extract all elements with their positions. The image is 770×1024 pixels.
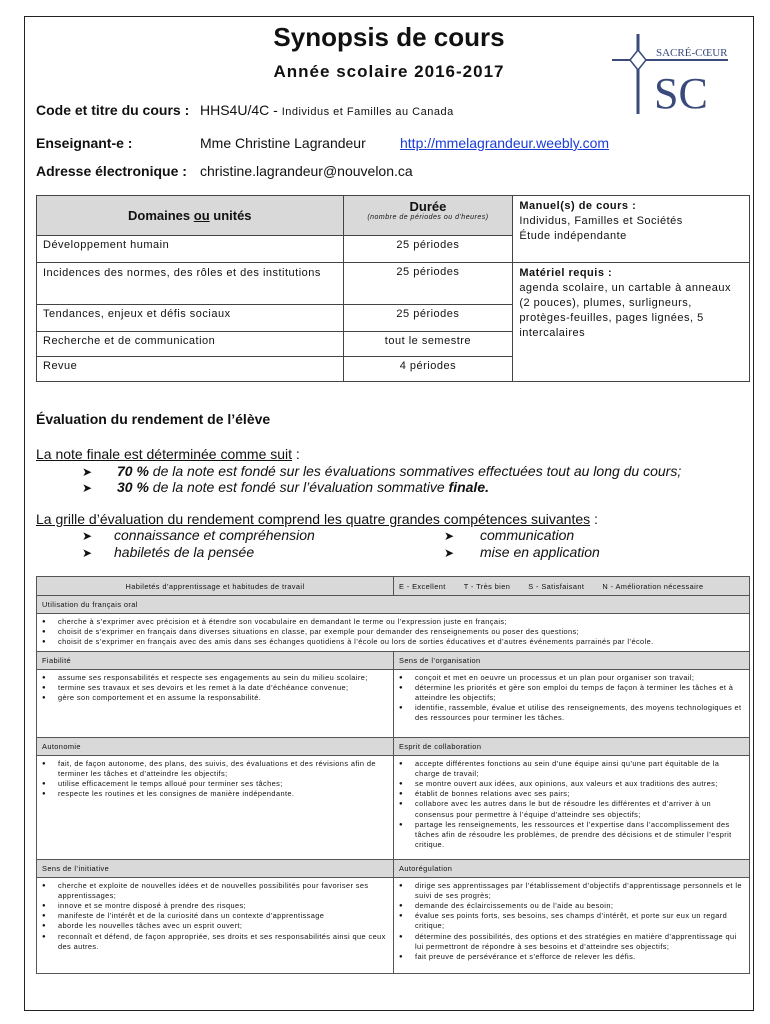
learning-skills-table: [36, 576, 750, 974]
duration-header: Durée (nombre de périodes ou d'heures): [343, 196, 513, 236]
list-item: ● collabore avec les autres dans le but de résoudre les différentes et d’arriver à un consensus pour permettre à l’équipe d’atteindre ses objectifs;: [399, 799, 744, 819]
grid-intro: La grille d’évaluation du rendement comprend les quatre grandes compétences suivantes :: [36, 511, 598, 527]
arrow-icon: ➤: [444, 529, 455, 543]
final-grade-intro: La note finale est déterminée comme suit :: [36, 446, 300, 462]
list-item: ● évalue ses points forts, ses besoins, ses champs d’intérêt, et porte sur eux un regard critique;: [399, 911, 744, 931]
manuals-cell: [513, 196, 750, 263]
final-item-1: 70 % de la note est fondé sur les évaluations sommatives effectuées tout au long du cours;: [117, 463, 682, 479]
final-item-2: 30 % de la note est fondé sur l’évaluation sommative finale.: [117, 479, 490, 495]
french-title: Utilisation du français oral: [37, 596, 750, 614]
unit-domain: Incidences des normes, des rôles et des institutions: [37, 263, 344, 305]
list-item: ● établit de bonnes relations avec ses pairs;: [399, 789, 744, 799]
list-item: ● fait preuve de persévérance et s’efforce de relever les défis.: [399, 952, 744, 962]
list-item: ● se montre ouvert aux idées, aux opinions, aux valeurs et aux traditions des autres;: [399, 779, 744, 789]
manuals-label: Manuel(s) de cours :: [519, 200, 637, 212]
skill-item: mise en application: [480, 544, 600, 560]
school-year: Année scolaire 2016-2017: [273, 62, 505, 81]
collaboration-cell: [394, 755, 750, 859]
unit-duration: 25 périodes: [343, 305, 513, 332]
arrow-icon: ➤: [82, 481, 93, 495]
list-item: ● aborde les nouvelles tâches avec un esprit ouvert;: [42, 921, 388, 931]
teacher-label: Enseignant-e :: [36, 135, 133, 151]
arrow-icon: ➤: [82, 546, 93, 560]
list-item: ● choisit de s’exprimer en français avec des amis dans ses échanges quotidiens à l’école ou lors de sorties éducatives et d’autres événements parrainés par l’école.: [42, 637, 744, 647]
unit-domain: Tendances, enjeux et défis sociaux: [37, 305, 344, 332]
unit-duration: 25 périodes: [343, 236, 513, 263]
list-item: ● partage les renseignements, les ressources et l’expertise dans l’accomplissement des tâches afin de résoudre les problèmes, de prendre des décisions et de stimuler l’esprit critique.: [399, 820, 744, 851]
initiative-title: Sens de l’initiative: [37, 859, 394, 877]
list-item: ● assume ses responsabilités et respecte ses engagements au sein du milieu scolaire;: [42, 673, 388, 683]
teacher-name: Mme Christine Lagrandeur: [200, 135, 366, 151]
list-item: ● dirige ses apprentissages par l’établissement d’objectifs d’apprentissage personnels et le suivi de ses progrès;: [399, 881, 744, 901]
initiative-cell: [37, 877, 394, 973]
list-item: ● utilise efficacement le temps alloué pour terminer ses tâches;: [42, 779, 388, 789]
list-item: ● choisit de s’exprimer en français dans diverses situations en classe, par exemple pour demander des renseignements ou poser des questions;: [42, 627, 744, 637]
unit-domain: Recherche et de communication: [37, 332, 344, 357]
skill-item: habiletés de la pensée: [114, 544, 255, 560]
unit-domain: Revue: [37, 357, 344, 382]
logo-text: SACRÉ-CŒUR: [656, 47, 728, 59]
course-code-label: Code et titre du cours :: [36, 102, 190, 118]
autoregulation-title: Autorégulation: [394, 859, 750, 877]
list-item: ● termine ses travaux et ses devoirs et les remet à la date d’échéance convenue;: [42, 683, 388, 693]
materials-cell: [513, 263, 750, 382]
grid-legend: E - Excellent T - Très bien S - Satisfaisant N - Amélioration nécessaire: [394, 577, 750, 596]
logo-monogram: SC: [654, 69, 708, 118]
manual-item: Individus, Familles et Sociétés: [519, 215, 683, 227]
list-item: ● reconnaît et défend, de façon appropriée, ses droits et ses responsabilités ainsi que ceux des autres.: [42, 932, 388, 952]
list-item: ● respecte les routines et les consignes de manière indépendante.: [42, 789, 388, 799]
page-title: Synopsis de cours: [273, 22, 505, 52]
domains-header: Domaines ou unités: [37, 196, 344, 236]
fiabilite-title: Fiabilité: [37, 651, 394, 669]
organisation-cell: [394, 669, 750, 737]
list-item: ● manifeste de l’intérêt et de la curiosité dans un contexte d’apprentissage: [42, 911, 388, 921]
list-item: ● innove et se montre disposé à prendre des risques;: [42, 901, 388, 911]
autoregulation-cell: [394, 877, 750, 973]
unit-domain: Développement humain: [37, 236, 344, 263]
autonomie-title: Autonomie: [37, 737, 394, 755]
arrow-icon: ➤: [444, 546, 455, 560]
evaluation-title: Évaluation du rendement de l’élève: [36, 411, 271, 427]
french-cell: [37, 614, 750, 652]
fiabilite-cell: [37, 669, 394, 737]
grid-header-left: Habiletés d’apprentissage et habitudes de travail: [37, 577, 394, 596]
list-item: ● conçoit et met en oeuvre un processus et un plan pour organiser son travail;: [399, 673, 744, 683]
materials-label: Matériel requis :: [519, 267, 613, 279]
list-item: ● fait, de façon autonome, des plans, des suivis, des évaluations et des révisions afin de terminer les tâches et d’atteindre les objectifs;: [42, 759, 388, 779]
organisation-title: Sens de l’organisation: [394, 651, 750, 669]
email-label: Adresse électronique :: [36, 163, 187, 179]
unit-duration: 25 périodes: [343, 263, 513, 305]
website-link[interactable]: http://mmelagrandeur.weebly.com: [400, 135, 610, 151]
email-value[interactable]: christine.lagrandeur@nouvelon.ca: [200, 163, 413, 179]
course-code-value: [200, 102, 454, 118]
course-title: Individus et Familles au Canada: [281, 106, 454, 118]
autonomie-cell: [37, 755, 394, 859]
course-code: HHS4U/4C -: [200, 102, 282, 118]
arrow-icon: ➤: [82, 465, 93, 479]
skill-item: communication: [480, 527, 575, 543]
materials-text: agenda scolaire, un cartable à anneaux (2 pouces), plumes, surligneurs, protèges-feuilles, pages lignées, 5 intercalaires: [519, 282, 731, 339]
units-table: [36, 195, 750, 382]
list-item: ● accepte différentes fonctions au sein d’une équipe ainsi qu’une part équitable de la charge de travail;: [399, 759, 744, 779]
list-item: ● demande des éclaircissements ou de l’aide au besoin;: [399, 901, 744, 911]
list-item: ● détermine des possibilités, des options et des stratégies en matière d’apprentissage qui lui permettront de répondre à ses besoins et d’atteindre ses objectifs;: [399, 932, 744, 952]
list-item: ● gère son comportement et en assume la responsabilité.: [42, 693, 388, 703]
list-item: ● identifie, rassemble, évalue et utilise des renseignements, des moyens technologiques et des ressources pour terminer les tâches.: [399, 703, 744, 723]
school-logo: [604, 30, 730, 118]
list-item: ● cherche à s’exprimer avec précision et à étendre son vocabulaire en demandant le terme ou l’expression juste en français;: [42, 617, 744, 627]
skill-item: connaissance et compréhension: [114, 527, 315, 543]
unit-duration: tout le semestre: [343, 332, 513, 357]
arrow-icon: ➤: [82, 529, 93, 543]
list-item: ● cherche et exploite de nouvelles idées et de nouvelles possibilités pour favoriser ses apprentissages;: [42, 881, 388, 901]
manual-item: Étude indépendante: [519, 230, 627, 242]
collaboration-title: Esprit de collaboration: [394, 737, 750, 755]
list-item: ● détermine les priorités et gère son emploi du temps de façon à terminer les tâches et à atteindre les objectifs;: [399, 683, 744, 703]
unit-duration: 4 périodes: [343, 357, 513, 382]
